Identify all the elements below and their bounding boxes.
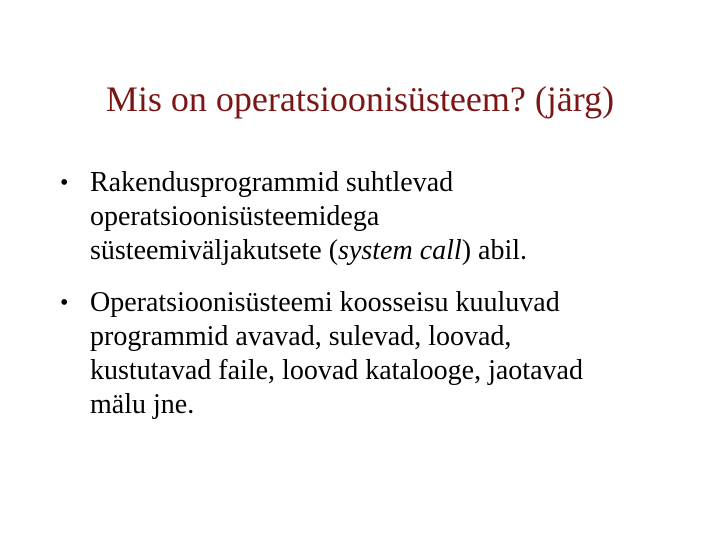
bullet-2-line-2: programmid avavad, sulevad, loovad, <box>90 321 512 352</box>
bullet-2-line-3: kustutavad faile, loovad katalooge, jaotavad <box>90 355 583 386</box>
bullet-2-line-4: mälu jne. <box>90 389 195 420</box>
bullet-list <box>58 166 678 440</box>
bullet-1-line-2: operatsioonisüsteemidega <box>90 201 380 232</box>
bullet-item-system-calls <box>58 166 678 268</box>
bullet-dot-icon: • <box>60 170 69 196</box>
bullet-dot-icon: • <box>60 290 69 316</box>
bullet-2-line-1: Operatsioonisüsteemi koosseisu kuuluvad <box>90 287 560 318</box>
bullet-1-line-3-end: ) abil. <box>461 235 527 266</box>
bullet-1-line-1: Rakendusprogrammid suhtlevad <box>90 167 454 198</box>
system-call-term: system call <box>338 235 462 266</box>
bullet-item-os-programs <box>58 286 678 422</box>
slide-title: Mis on operatsioonisüsteem? (järg) <box>105 79 615 119</box>
bullet-1-line-3-start: süsteemiväljakutsete ( <box>90 235 339 266</box>
bullet-1-line-3 <box>90 234 678 268</box>
